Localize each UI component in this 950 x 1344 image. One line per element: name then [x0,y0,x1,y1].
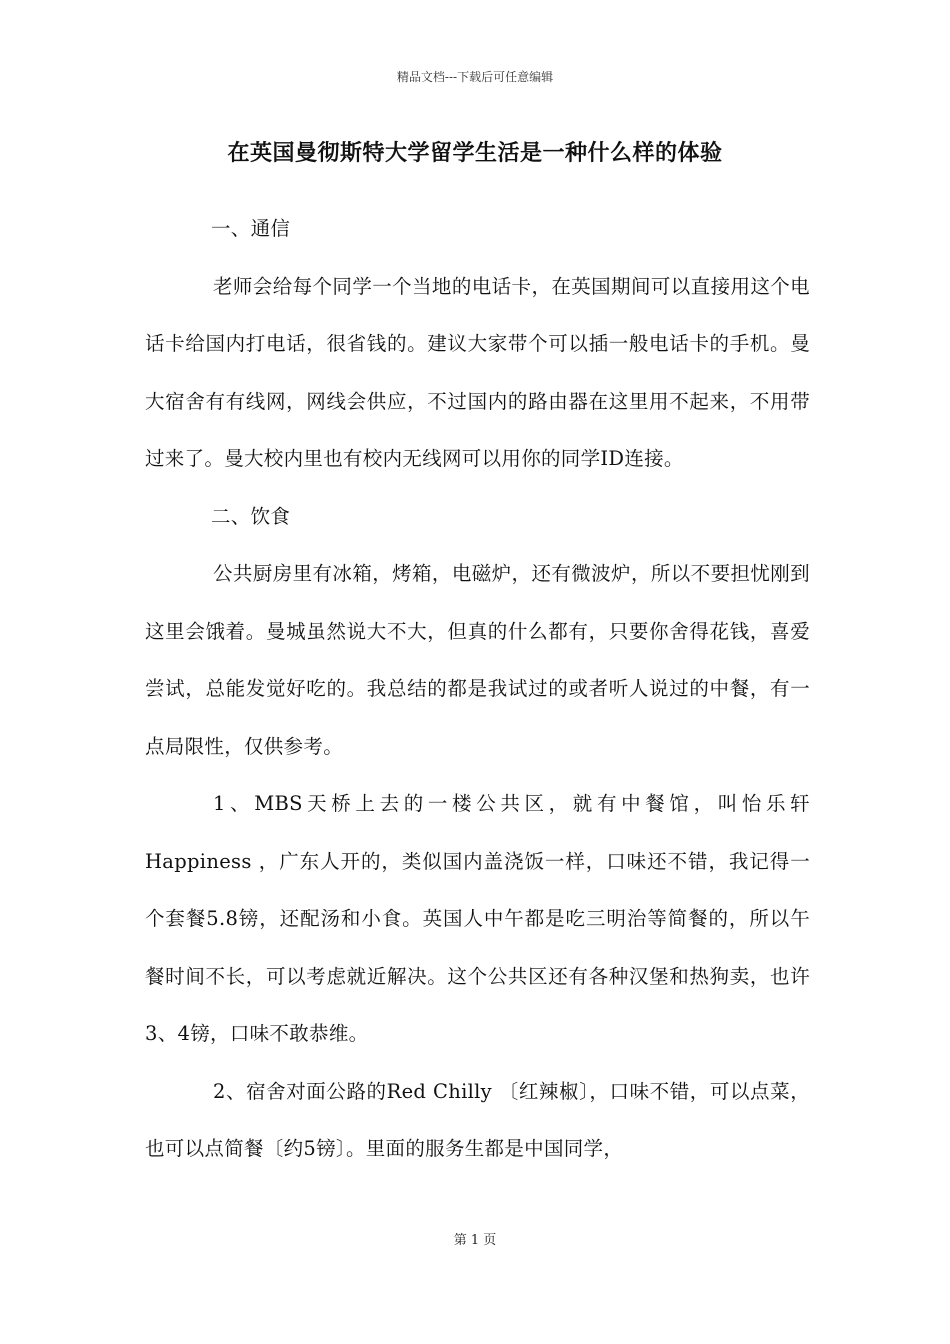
document-body [145,200,810,1178]
paragraph-food-item-1: 1、MBS天桥上去的一楼公共区，就有中餐馆，叫怡乐轩 Happiness ，广东人开的，类似国内盖浇饭一样，口味还不错，我记得一个套餐5.8镑，还配汤和小食。英国人中午都是吃三明治等简餐的，所以午餐时间不长，可以考虑就近解决。这个公共区还有各种汉堡和热狗卖，也许3、4镑，口味不敢恭维。 [145,792,810,1045]
paragraph-food-intro: 公共厨房里有冰箱，烤箱，电磁炉，还有微波炉，所以不要担忧刚到这里会饿着。曼城虽然说大不大，但真的什么都有，只要你舍得花钱，喜爱尝试，总能发觉好吃的。我总结的都是我试过的或者听人说过的中餐，有一点局限性，仅供参考。 [145,562,810,758]
document-title: 在英国曼彻斯特大学留学生活是一种什么样的体验 [227,140,723,166]
page-number: 第 1 页 [453,1233,497,1248]
paragraph-food-item-2: 2、宿舍对面公路的Red Chilly 〔红辣椒〕，口味不错，可以点菜，也可以点简餐〔约5镑〕。里面的服务生都是中国同学， [145,1079,810,1160]
section-heading-communication: 一、通信 [211,217,291,240]
page-header: 精品文档---下载后可任意编辑 [396,70,554,84]
paragraph-communication: 老师会给每个同学一个当地的电话卡，在英国期间可以直接用这个电话卡给国内打电话，很省钱的。建议大家带个可以插一般电话卡的手机。曼大宿舍有有线网，网线会供应，不过国内的路由器在这里用不起来，不用带过来了。曼大校内里也有校内无线网可以用你的同学ID连接。 [145,274,810,470]
section-heading-food: 二、饮食 [211,504,291,528]
